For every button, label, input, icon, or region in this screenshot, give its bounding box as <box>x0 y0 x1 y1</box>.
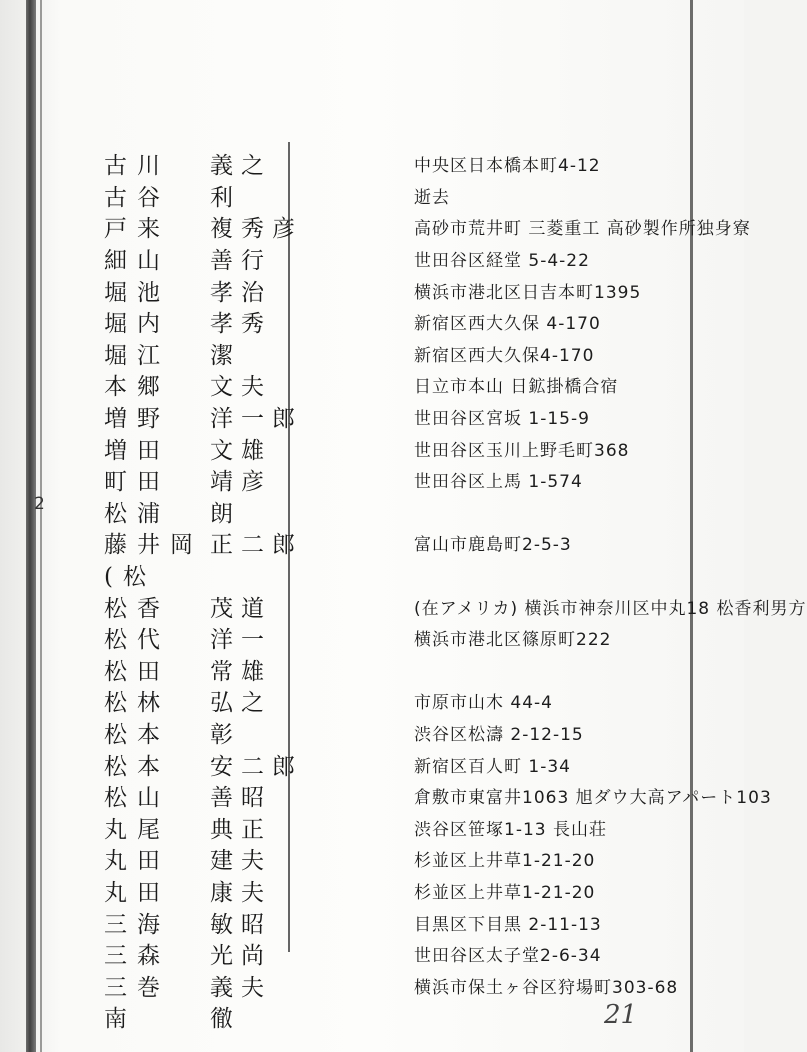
given-name: 徹 <box>210 1006 241 1033</box>
address: 目黒区下目黒 2-11-13 <box>414 914 602 935</box>
given-name: 典正 <box>210 816 272 843</box>
roster-row <box>104 306 601 338</box>
surname: 藤井岡 <box>104 532 203 559</box>
given-name: 朗 <box>210 500 241 527</box>
roster-list <box>104 148 807 1033</box>
roster-row <box>104 622 612 654</box>
surname: 丸田 <box>104 848 170 875</box>
surname: 古川 <box>104 153 170 180</box>
address: 世田谷区経堂 5-4-22 <box>414 251 590 272</box>
given-name: 義之 <box>210 153 272 180</box>
given-name: 建夫 <box>210 848 272 875</box>
given-name: 文雄 <box>210 437 272 464</box>
roster-row <box>104 243 590 275</box>
given-name: 彰 <box>210 721 241 748</box>
surname: 丸田 <box>104 879 170 906</box>
address: 世田谷区宮坂 1-15-9 <box>414 409 590 430</box>
address: 渋谷区松濤 2-12-15 <box>414 724 584 745</box>
address: 中央区日本橋本町4-12 <box>414 156 601 177</box>
surname: 三森 <box>104 943 170 970</box>
address: 世田谷区上馬 1-574 <box>414 472 583 493</box>
given-name: 潔 <box>210 342 241 369</box>
address: 高砂市荒井町 三菱重工 高砂製作所独身寮 <box>414 219 751 240</box>
given-name: 善昭 <box>210 785 272 812</box>
surname: 堀内 <box>104 311 170 338</box>
roster-row <box>104 590 807 622</box>
given-name: 洋一郎 <box>210 406 303 433</box>
address: 横浜市港北区日吉本町1395 <box>414 282 642 303</box>
given-name: 孝秀 <box>210 311 272 338</box>
binding-edge <box>26 0 36 1052</box>
roster-row <box>104 969 679 1001</box>
surname: 松田 <box>104 658 170 685</box>
surname: 松林 <box>104 690 170 717</box>
address: 世田谷区玉川上野毛町368 <box>414 440 630 461</box>
given-name: 利 <box>210 184 241 211</box>
surname: 戸来 <box>104 216 170 243</box>
given-name: 安二郎 <box>210 753 303 780</box>
roster-row <box>104 496 284 528</box>
given-name: 洋一 <box>210 627 272 654</box>
address: 渋谷区笹塚1-13 長山荘 <box>414 819 607 840</box>
roster-row <box>104 685 553 717</box>
address: 横浜市保土ヶ谷区狩場町303-68 <box>414 977 679 998</box>
roster-row <box>104 906 602 938</box>
surname: 増野 <box>104 406 170 433</box>
surname: 三海 <box>104 911 170 938</box>
surname: 松山 <box>104 785 170 812</box>
roster-row <box>104 843 596 875</box>
surname: (松 <box>104 564 156 591</box>
given-name: 弘之 <box>210 690 272 717</box>
address: 横浜市港北区篠原町222 <box>414 630 612 651</box>
address: 逝去 <box>414 187 450 208</box>
given-name: 文夫 <box>210 374 272 401</box>
given-name: 善行 <box>210 248 272 275</box>
surname: 松本 <box>104 753 170 780</box>
roster-row <box>104 559 284 591</box>
surname: 松本 <box>104 721 170 748</box>
page-number: 21 <box>604 1000 638 1030</box>
roster-row <box>104 464 583 496</box>
address: 倉敷市東富井1063 旭ダウ大高アパート103 <box>414 788 772 809</box>
address: 杉並区上井草1-21-20 <box>414 851 596 872</box>
roster-row <box>104 274 642 306</box>
surname: 堀江 <box>104 342 170 369</box>
given-name: 光尚 <box>210 943 272 970</box>
page-edge-line <box>690 0 693 1052</box>
given-name: 正二郎 <box>210 532 303 559</box>
address: 新宿区西大久保 4-170 <box>414 314 601 335</box>
surname: 増田 <box>104 437 170 464</box>
address: 市原市山木 44-4 <box>414 693 553 714</box>
given-name: 義夫 <box>210 974 272 1001</box>
roster-row <box>104 211 751 243</box>
surname: 細山 <box>104 248 170 275</box>
roster-row <box>104 369 619 401</box>
given-name: 康夫 <box>210 879 272 906</box>
address: 日立市本山 日鉱掛橋合宿 <box>414 377 619 398</box>
margin-mark: 2 <box>34 494 45 514</box>
surname: 本郷 <box>104 374 170 401</box>
surname: 三巻 <box>104 974 170 1001</box>
address: 新宿区百人町 1-34 <box>414 756 571 777</box>
roster-row <box>104 1001 284 1033</box>
roster-row <box>104 654 284 686</box>
given-name: 靖彦 <box>210 469 272 496</box>
roster-row <box>104 748 571 780</box>
surname: 松香 <box>104 595 170 622</box>
roster-row <box>104 811 607 843</box>
surname: 町田 <box>104 469 170 496</box>
surname: 南 <box>104 1006 137 1033</box>
binding-shadow <box>40 0 42 1052</box>
roster-row <box>104 338 595 370</box>
roster-row <box>104 432 630 464</box>
roster-row <box>104 717 584 749</box>
roster-row <box>104 938 602 970</box>
given-name: 複秀彦 <box>210 216 303 243</box>
address: 世田谷区太子堂2-6-34 <box>414 946 602 967</box>
given-name: 常雄 <box>210 658 272 685</box>
surname: 堀池 <box>104 279 170 306</box>
surname: 丸尾 <box>104 816 170 843</box>
roster-row <box>104 875 596 907</box>
given-name: 茂道 <box>210 595 272 622</box>
roster-row <box>104 527 572 559</box>
address: (在アメリカ) 横浜市神奈川区中丸18 松香利男方 <box>414 598 807 619</box>
roster-row <box>104 180 450 212</box>
surname: 松浦 <box>104 500 170 527</box>
given-name: 敏昭 <box>210 911 272 938</box>
roster-row <box>104 148 601 180</box>
address: 杉並区上井草1-21-20 <box>414 882 596 903</box>
roster-row <box>104 401 590 433</box>
surname: 古谷 <box>104 184 170 211</box>
surname: 松代 <box>104 627 170 654</box>
address: 新宿区西大久保4-170 <box>414 345 595 366</box>
roster-row <box>104 780 772 812</box>
given-name: 孝治 <box>210 279 272 306</box>
address: 富山市鹿島町2-5-3 <box>414 535 572 556</box>
